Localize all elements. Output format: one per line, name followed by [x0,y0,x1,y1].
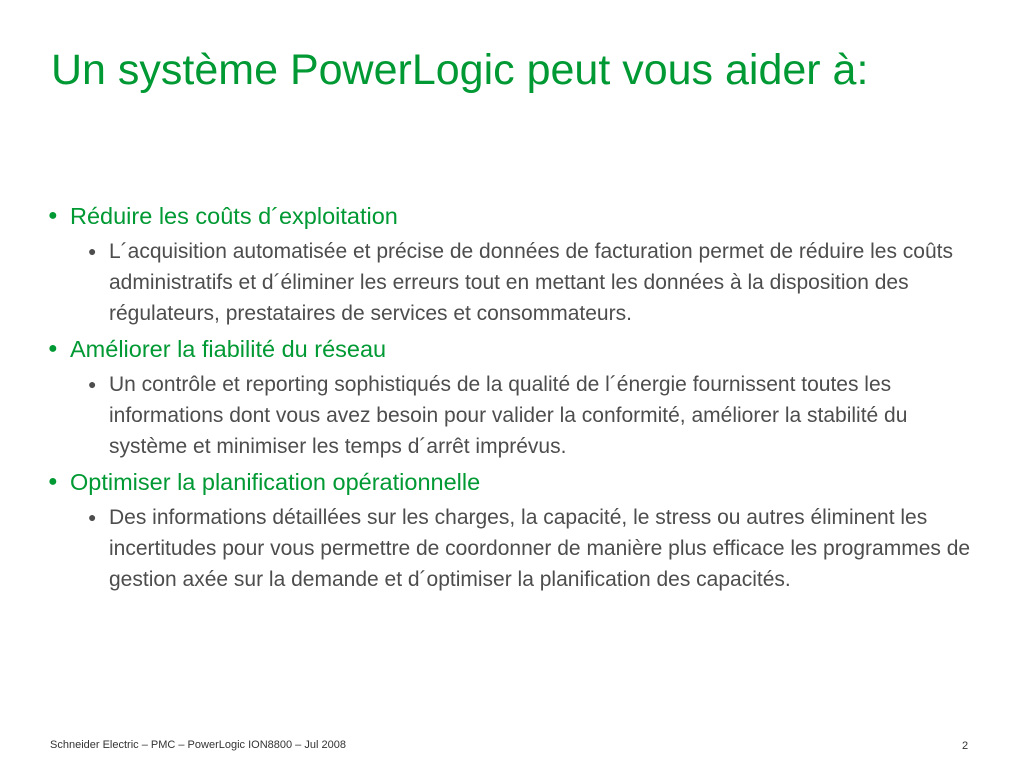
bullet-heading: Optimiser la planification opérationnelle [70,469,481,495]
bullet-item-reduce-costs [48,200,978,232]
footer-text: Schneider Electric – PMC – PowerLogic ION8800 – Jul 2008 [50,739,346,751]
sub-bullet-text: L´acquisition automatisée et précise de données de facturation permet de réduire les coûts administratifs et d´éliminer les erreurs tout en mettant les données à la disposition des régulateurs, prestataires de services et consommateurs. [109,240,953,325]
sub-bullet-item [88,502,978,595]
bullet-icon: ● [48,473,58,490]
sub-bullet-icon: ● [88,509,97,525]
sub-bullet-item [88,369,978,462]
bullet-item-optimize-planning [48,466,978,498]
sub-bullet-item [88,236,978,329]
sub-bullet-text: Des informations détaillées sur les charges, la capacité, le stress ou autres éliminent les incertitudes pour vous permettre de coordonner de manière plus efficace les programmes de gestion axée sur la demande et d´optimiser la planification des capacités. [109,506,971,591]
bullet-item-improve-reliability [48,333,978,365]
bullet-icon: ● [48,207,58,224]
sub-bullet-icon: ● [88,243,97,259]
bullet-list [48,200,978,599]
bullet-icon: ● [48,340,58,357]
page-number: 2 [962,740,969,752]
bullet-heading: Réduire les coûts d´exploitation [70,203,398,229]
sub-bullet-text: Un contrôle et reporting sophistiqués de la qualité de l´énergie fournissent toutes les informations dont vous avez besoin pour valider la conformité, améliorer la stabilité du système et minimiser les temps d´arrêt imprévus. [109,373,908,458]
bullet-heading: Améliorer la fiabilité du réseau [70,336,387,362]
slide-title: Un système PowerLogic peut vous aider à: [51,46,869,94]
sub-bullet-icon: ● [88,376,97,392]
